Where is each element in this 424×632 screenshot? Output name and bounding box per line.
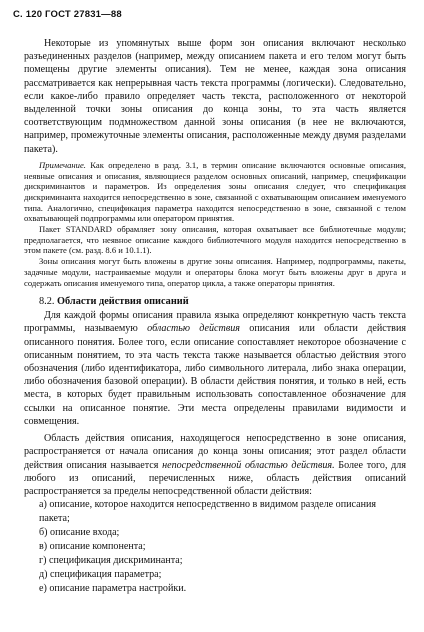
page-header: С. 120 ГОСТ 27831—88 [13, 9, 122, 20]
section-heading [24, 296, 406, 307]
note-text: Как определено в разд. 3.1, в термин описание включаются основные описания, неявные описания и описания, являющиеся разделом основных описаний, например, спецификации дискриминантов и параметров. Из определения зоны описания следует, что спецификация дискриминанта находится непосредственно в зоне, связанной с охватывающим описанием именуемого типа. Аналогично, спецификация параметра находится непосредственно в зоне, связанной с телом охватывающей подпрограммы или оператором принятия. [24, 159, 406, 224]
list-item: в) описание компонента; [39, 541, 146, 553]
list-item: б) описание входа; [39, 527, 120, 539]
list-item: а) описание, которое находится непосредственно в видимом разделе описания пакета; [39, 499, 377, 525]
section-number: 8.2. [39, 296, 55, 308]
list-item: д) спецификация параметра; [39, 569, 162, 581]
paragraph-text-start: Область действия описания, находящегося непосредственно в зоне описания, распространяется от начала описания до конца зоны описания; этот раздел области действия описания называется [24, 433, 406, 471]
italic-term-scope: областью действия [147, 323, 240, 335]
paragraph-text: Пакет STANDARD обрамляет зону описания, которая охватывает все библиотечные модули; предполагается, что неявное описание каждого библиотечного модуля находится непосредственно в этом пакете (см. разд. 8.6 и 10.1.1). [24, 224, 406, 256]
paragraph-text: Зоны описания могут быть вложены в другие зоны описания. Например, подпрограммы, пакеты, задачные модули, настраиваемые модули и операторы блока могут быть вложены друг в друга и содержать описания именуемого типа, оператор цикла, а также операторы принятия. [24, 256, 406, 288]
paragraph-scope-definition [24, 309, 406, 428]
page-body [24, 37, 406, 596]
paragraph-text-end: Более того, для любого из описаний, перечисленных ниже, область действия описаний распространяется за пределы непосредственной области действия: [24, 459, 406, 497]
paragraph-standard-package [24, 224, 406, 256]
paragraph-nested-zones [24, 256, 406, 288]
declaration-list [24, 498, 406, 596]
paragraph-text-end: описания или области действия описанного понятия. Более того, если описание сопоставляет некоторое обозначение с описанным понятием, то эта часть текста также называется областью действия этого обозначения (либо идентификатора, либо символьного литерала, либо знака операции, либо обозначения базовой операции). В области действия понятия, и только в ней, есть места, в которых будет правильным использовать сопоставленное обозначение для ссылки на описанное понятие. Эти места определены правилами видимости и совмещения. [24, 323, 406, 427]
list-item: е) описание параметра настройки. [39, 583, 187, 595]
note-label: Примечание. [39, 159, 86, 170]
paragraph-immediate-scope [24, 432, 406, 498]
paragraph-text-start: Для каждой формы описания правила языка определяют конкретную часть текста программы, называемую [24, 310, 406, 335]
paragraph-text: Некоторые из упомянутых выше форм зон описания включают несколько разъединенных разделов (например, между описанием пакета и его телом могут быть помещены другие элементы описания). Тем не менее, каждая зона описания рассматривается как непрерывная часть текста программы (логически). Следовательно, если какое-либо правило определяет часть текста, расположенного от некоторой выделенной точки зоны описания до конца зоны, то эта часть является соответствующим подмножеством данной зоны описания (в нее не включаются, например, промежуточные элементы описания, расположенные между двумя разделами пакета). [24, 38, 406, 155]
note-paragraph [24, 160, 406, 224]
list-item: г) спецификация дискриминанта; [39, 555, 183, 567]
section-title: Области действия описаний [57, 296, 189, 308]
paragraph-declarative-zones [24, 37, 406, 156]
italic-term-immediate-scope: непосредственной областью действия. [162, 459, 335, 471]
